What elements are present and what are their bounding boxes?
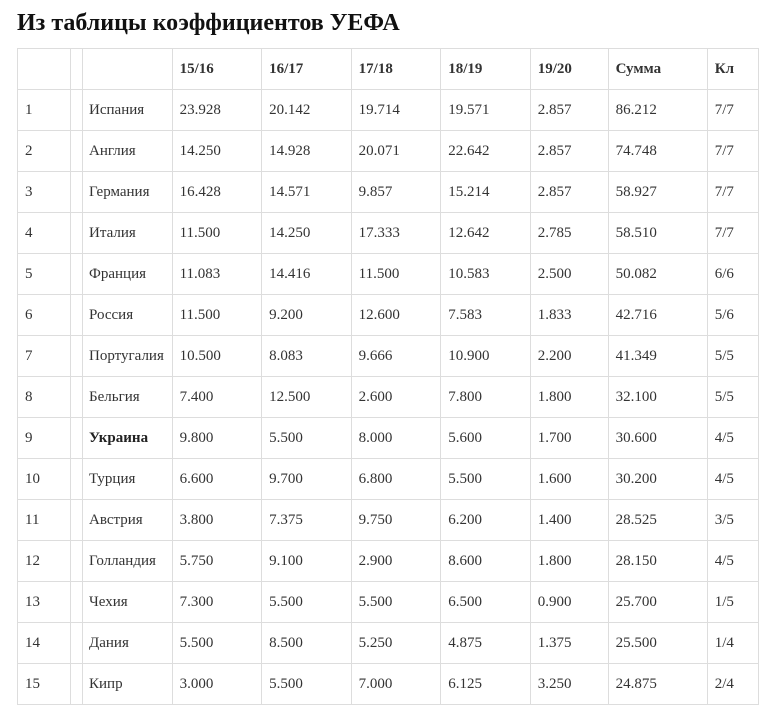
cell-country: Чехия: [83, 582, 173, 623]
header-sum: Сумма: [608, 49, 707, 90]
cell-spacer: [71, 582, 83, 623]
cell-18-19: 7.800: [441, 377, 531, 418]
cell-country: Англия: [83, 131, 173, 172]
cell-clubs: 4/5: [707, 459, 758, 500]
cell-17-18: 5.500: [351, 582, 441, 623]
cell-15-16: 3.800: [172, 500, 262, 541]
cell-clubs: 7/7: [707, 131, 758, 172]
cell-clubs: 6/6: [707, 254, 758, 295]
cell-rank: 10: [18, 459, 71, 500]
cell-15-16: 6.600: [172, 459, 262, 500]
cell-spacer: [71, 90, 83, 131]
cell-rank: 12: [18, 541, 71, 582]
cell-18-19: 6.200: [441, 500, 531, 541]
cell-19-20: 2.200: [530, 336, 608, 377]
header-season-16-17: 16/17: [262, 49, 352, 90]
cell-country: Бельгия: [83, 377, 173, 418]
cell-17-18: 19.714: [351, 90, 441, 131]
cell-sum: 58.927: [608, 172, 707, 213]
cell-15-16: 10.500: [172, 336, 262, 377]
table-row: [18, 623, 759, 664]
cell-rank: 15: [18, 664, 71, 705]
cell-16-17: 5.500: [262, 664, 352, 705]
cell-17-18: 6.800: [351, 459, 441, 500]
cell-17-18: 17.333: [351, 213, 441, 254]
cell-15-16: 5.750: [172, 541, 262, 582]
header-spacer: [71, 49, 83, 90]
cell-rank: 13: [18, 582, 71, 623]
table-row: [18, 541, 759, 582]
cell-16-17: 7.375: [262, 500, 352, 541]
cell-rank: 1: [18, 90, 71, 131]
cell-15-16: 7.400: [172, 377, 262, 418]
cell-18-19: 5.500: [441, 459, 531, 500]
cell-sum: 28.525: [608, 500, 707, 541]
cell-spacer: [71, 664, 83, 705]
cell-15-16: 7.300: [172, 582, 262, 623]
cell-rank: 5: [18, 254, 71, 295]
table-row: [18, 664, 759, 705]
header-season-15-16: 15/16: [172, 49, 262, 90]
table-row: [18, 295, 759, 336]
cell-16-17: 8.500: [262, 623, 352, 664]
cell-18-19: 19.571: [441, 90, 531, 131]
table-row: [18, 459, 759, 500]
cell-16-17: 14.928: [262, 131, 352, 172]
table-row: [18, 254, 759, 295]
cell-19-20: 2.857: [530, 172, 608, 213]
table-body: [18, 90, 759, 705]
cell-18-19: 10.583: [441, 254, 531, 295]
cell-rank: 9: [18, 418, 71, 459]
cell-country: Португалия: [83, 336, 173, 377]
cell-clubs: 7/7: [707, 172, 758, 213]
cell-18-19: 4.875: [441, 623, 531, 664]
cell-country: Россия: [83, 295, 173, 336]
cell-clubs: 4/5: [707, 541, 758, 582]
cell-clubs: 5/5: [707, 377, 758, 418]
cell-spacer: [71, 254, 83, 295]
cell-sum: 30.200: [608, 459, 707, 500]
cell-rank: 11: [18, 500, 71, 541]
cell-spacer: [71, 295, 83, 336]
cell-17-18: 2.600: [351, 377, 441, 418]
cell-rank: 8: [18, 377, 71, 418]
cell-17-18: 9.666: [351, 336, 441, 377]
cell-country: Германия: [83, 172, 173, 213]
cell-17-18: 20.071: [351, 131, 441, 172]
header-season-17-18: 17/18: [351, 49, 441, 90]
cell-sum: 50.082: [608, 254, 707, 295]
cell-sum: 58.510: [608, 213, 707, 254]
cell-15-16: 16.428: [172, 172, 262, 213]
cell-sum: 41.349: [608, 336, 707, 377]
cell-rank: 14: [18, 623, 71, 664]
cell-15-16: 11.500: [172, 213, 262, 254]
cell-19-20: 1.800: [530, 541, 608, 582]
cell-19-20: 1.400: [530, 500, 608, 541]
cell-19-20: 3.250: [530, 664, 608, 705]
cell-16-17: 5.500: [262, 418, 352, 459]
cell-15-16: 14.250: [172, 131, 262, 172]
cell-spacer: [71, 377, 83, 418]
cell-sum: 86.212: [608, 90, 707, 131]
cell-19-20: 1.600: [530, 459, 608, 500]
cell-spacer: [71, 459, 83, 500]
table-row: [18, 336, 759, 377]
table-row: [18, 500, 759, 541]
cell-19-20: 1.700: [530, 418, 608, 459]
cell-rank: 3: [18, 172, 71, 213]
table-row: [18, 418, 759, 459]
header-season-18-19: 18/19: [441, 49, 531, 90]
cell-spacer: [71, 336, 83, 377]
cell-sum: 24.875: [608, 664, 707, 705]
cell-18-19: 6.125: [441, 664, 531, 705]
cell-clubs: 7/7: [707, 90, 758, 131]
cell-clubs: 1/4: [707, 623, 758, 664]
cell-18-19: 8.600: [441, 541, 531, 582]
cell-sum: 42.716: [608, 295, 707, 336]
cell-16-17: 5.500: [262, 582, 352, 623]
cell-rank: 4: [18, 213, 71, 254]
header-rank: [18, 49, 71, 90]
cell-15-16: 9.800: [172, 418, 262, 459]
cell-19-20: 2.785: [530, 213, 608, 254]
cell-sum: 30.600: [608, 418, 707, 459]
cell-15-16: 5.500: [172, 623, 262, 664]
cell-17-18: 5.250: [351, 623, 441, 664]
cell-country: Испания: [83, 90, 173, 131]
cell-19-20: 1.833: [530, 295, 608, 336]
cell-18-19: 22.642: [441, 131, 531, 172]
cell-19-20: 1.375: [530, 623, 608, 664]
uefa-coefficients-table: [17, 48, 759, 705]
table-row: [18, 172, 759, 213]
cell-country: Украина: [83, 418, 173, 459]
cell-16-17: 9.700: [262, 459, 352, 500]
cell-clubs: 7/7: [707, 213, 758, 254]
cell-17-18: 9.857: [351, 172, 441, 213]
cell-15-16: 23.928: [172, 90, 262, 131]
cell-sum: 28.150: [608, 541, 707, 582]
cell-sum: 32.100: [608, 377, 707, 418]
cell-rank: 6: [18, 295, 71, 336]
cell-19-20: 2.500: [530, 254, 608, 295]
cell-16-17: 9.200: [262, 295, 352, 336]
cell-17-18: 9.750: [351, 500, 441, 541]
cell-17-18: 2.900: [351, 541, 441, 582]
cell-spacer: [71, 623, 83, 664]
cell-rank: 2: [18, 131, 71, 172]
cell-clubs: 1/5: [707, 582, 758, 623]
cell-16-17: 20.142: [262, 90, 352, 131]
table-row: [18, 131, 759, 172]
cell-19-20: 0.900: [530, 582, 608, 623]
cell-country: Австрия: [83, 500, 173, 541]
cell-country: Франция: [83, 254, 173, 295]
cell-16-17: 12.500: [262, 377, 352, 418]
cell-16-17: 9.100: [262, 541, 352, 582]
header-season-19-20: 19/20: [530, 49, 608, 90]
cell-17-18: 7.000: [351, 664, 441, 705]
header-country: [83, 49, 173, 90]
cell-spacer: [71, 172, 83, 213]
cell-spacer: [71, 418, 83, 459]
cell-16-17: 8.083: [262, 336, 352, 377]
cell-17-18: 11.500: [351, 254, 441, 295]
cell-18-19: 5.600: [441, 418, 531, 459]
cell-19-20: 2.857: [530, 131, 608, 172]
table-header-row: [18, 49, 759, 90]
cell-17-18: 12.600: [351, 295, 441, 336]
cell-spacer: [71, 541, 83, 582]
page-title: Из таблицы коэффициентов УЕФА: [17, 10, 400, 36]
cell-country: Кипр: [83, 664, 173, 705]
cell-clubs: 3/5: [707, 500, 758, 541]
cell-18-19: 7.583: [441, 295, 531, 336]
cell-country: Дания: [83, 623, 173, 664]
cell-spacer: [71, 131, 83, 172]
cell-16-17: 14.571: [262, 172, 352, 213]
cell-sum: 74.748: [608, 131, 707, 172]
cell-18-19: 6.500: [441, 582, 531, 623]
cell-18-19: 12.642: [441, 213, 531, 254]
cell-sum: 25.700: [608, 582, 707, 623]
cell-18-19: 15.214: [441, 172, 531, 213]
table-row: [18, 213, 759, 254]
cell-rank: 7: [18, 336, 71, 377]
cell-16-17: 14.416: [262, 254, 352, 295]
table-row: [18, 90, 759, 131]
cell-country: Турция: [83, 459, 173, 500]
cell-15-16: 11.083: [172, 254, 262, 295]
cell-15-16: 11.500: [172, 295, 262, 336]
cell-country: Италия: [83, 213, 173, 254]
cell-19-20: 1.800: [530, 377, 608, 418]
cell-clubs: 4/5: [707, 418, 758, 459]
cell-17-18: 8.000: [351, 418, 441, 459]
table-row: [18, 377, 759, 418]
cell-country: Голландия: [83, 541, 173, 582]
cell-18-19: 10.900: [441, 336, 531, 377]
cell-sum: 25.500: [608, 623, 707, 664]
cell-clubs: 2/4: [707, 664, 758, 705]
cell-spacer: [71, 500, 83, 541]
header-clubs: Кл: [707, 49, 758, 90]
cell-spacer: [71, 213, 83, 254]
cell-15-16: 3.000: [172, 664, 262, 705]
cell-16-17: 14.250: [262, 213, 352, 254]
cell-clubs: 5/5: [707, 336, 758, 377]
cell-clubs: 5/6: [707, 295, 758, 336]
table-row: [18, 582, 759, 623]
cell-19-20: 2.857: [530, 90, 608, 131]
